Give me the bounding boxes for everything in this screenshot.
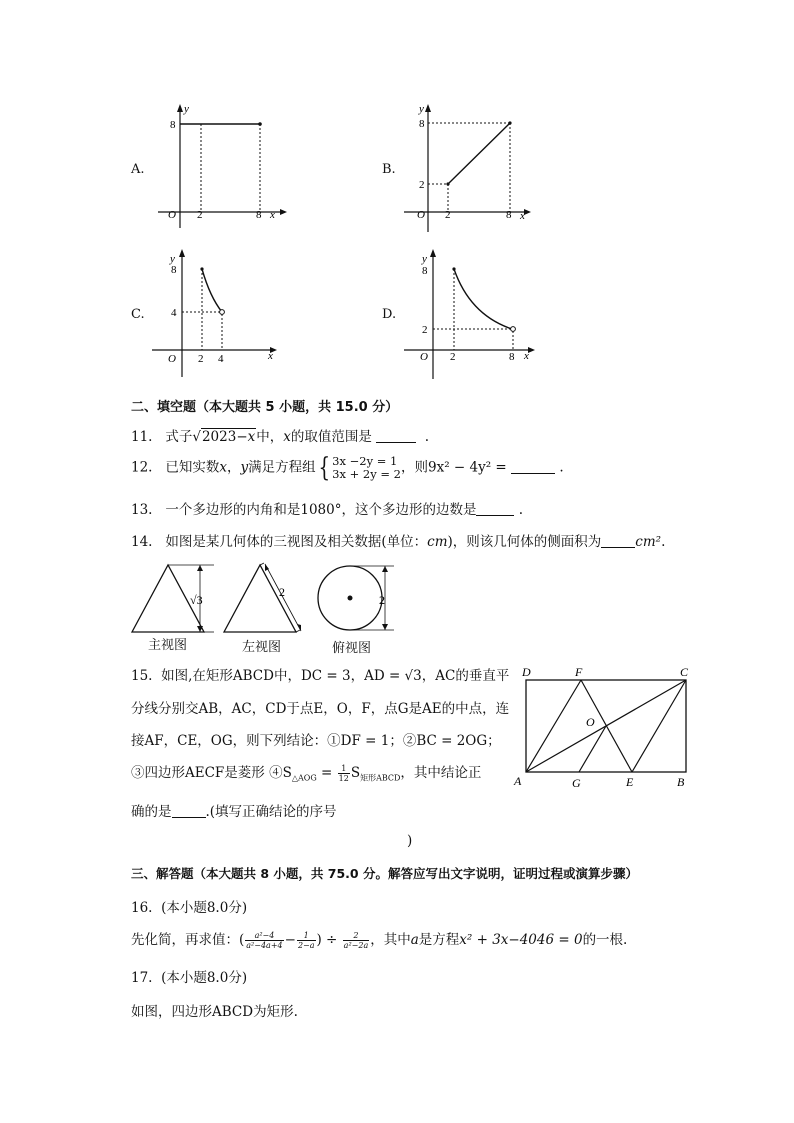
svg-text:8: 8 xyxy=(422,265,428,277)
question-15-line1: 15. 如图,在矩形ABCD中，DC = 3，AD = √3，AC的垂直平 xyxy=(131,668,510,684)
svg-text:y: y xyxy=(170,253,175,265)
question-16-body: 先化简，再求值：( $\frac{\text{a²−4}}{\text{a²−4a+4}}$ − $\frac{1}{2-a}$ ) ÷ $\frac{2}{\text{a²−2a}}$ ，其中a是方程x² + 3x−4046 = 0的一根. xyxy=(131,931,628,950)
svg-text:4: 4 xyxy=(171,307,177,319)
svg-text:2: 2 xyxy=(198,353,204,365)
answer-blank-15[interactable] xyxy=(172,805,206,818)
svg-text:x: x xyxy=(520,210,525,222)
svg-text:C: C xyxy=(680,665,689,679)
question-15-line5: 确的是 .(填写正确结论的序号 xyxy=(131,804,337,820)
question-16-header: 16. (本小题8.0分) xyxy=(131,900,248,916)
svg-text:O: O xyxy=(420,351,428,363)
rectangle-figure xyxy=(512,664,702,794)
svg-text:B: B xyxy=(677,775,685,789)
answer-blank-14[interactable] xyxy=(601,535,635,548)
answer-blank-11[interactable] xyxy=(376,430,416,443)
svg-text:O: O xyxy=(168,353,176,365)
svg-text:8: 8 xyxy=(509,351,515,363)
svg-text:8: 8 xyxy=(506,209,512,221)
question-11: 11. 式子√2023−x中，x的取值范围是 . xyxy=(131,429,430,445)
answer-blank-13[interactable] xyxy=(476,503,514,516)
svg-text:2: 2 xyxy=(422,324,428,336)
question-17-body: 如图，四边形ABCD为矩形. xyxy=(131,1004,298,1020)
svg-text:O: O xyxy=(168,209,176,221)
question-15-line3: 接AF，CE，OG，则下列结论：①DF = 1；②BC = 2OG； xyxy=(131,733,501,749)
graph-a xyxy=(150,100,290,235)
svg-text:G: G xyxy=(572,776,581,790)
option-a-label: A. xyxy=(131,162,145,177)
svg-text:2: 2 xyxy=(197,209,203,221)
svg-text:√3: √3 xyxy=(190,593,203,607)
option-b-label: B. xyxy=(382,162,396,177)
svg-text:x: x xyxy=(524,350,529,362)
front-view-caption: 主视图 xyxy=(148,638,188,653)
left-view-caption: 左视图 xyxy=(242,640,282,655)
svg-text:4: 4 xyxy=(218,353,224,365)
graph-c xyxy=(148,245,288,380)
axis-y-label: y xyxy=(184,103,189,115)
question-15-line2: 分线分别交AB，AC，CD于点E，O，F，点G是AE的中点，连 xyxy=(131,701,510,717)
svg-text:8: 8 xyxy=(171,264,177,276)
option-c-label: C. xyxy=(131,307,145,322)
question-15-line4: ③四边形AECF是菱形 $④S_{\triangle AOG}$ = $\frac{1}{12}$ $S_{矩形ABCD}$，其中结论正 xyxy=(131,764,482,783)
svg-text:8: 8 xyxy=(170,119,176,131)
svg-text:2: 2 xyxy=(445,209,451,221)
svg-text:x: x xyxy=(270,209,275,221)
section2-heading: 二、填空题（本大题共 5 小题，共 15.0 分） xyxy=(131,400,399,415)
question-15-line6: ) xyxy=(407,833,413,849)
question-12: 12. 已知实数x，y满足方程组{ 3x −2y = 1 3x + 2y = 2 ，则9x² − 4y² = . xyxy=(131,453,564,483)
question-14: 14. 如图是某几何体的三视图及相关数据(单位：cm)，则该几何体的侧面积为 cm². xyxy=(131,534,666,550)
top-view-caption: 俯视图 xyxy=(332,641,372,656)
svg-text:x: x xyxy=(268,350,273,362)
option-d-label: D. xyxy=(382,307,397,322)
svg-text:2: 2 xyxy=(419,179,425,191)
answer-blank-12[interactable] xyxy=(511,461,555,474)
svg-text:2: 2 xyxy=(450,351,456,363)
svg-text:8: 8 xyxy=(419,118,425,130)
svg-text:2: 2 xyxy=(279,585,285,599)
question-17-header: 17. (本小题8.0分) xyxy=(131,970,248,986)
svg-text:8: 8 xyxy=(256,209,262,221)
svg-text:O: O xyxy=(586,715,595,729)
svg-text:y: y xyxy=(419,103,424,115)
graph-d xyxy=(400,245,545,380)
svg-text:F: F xyxy=(575,665,583,679)
svg-text:y: y xyxy=(422,253,427,265)
section3-heading: 三、解答题（本大题共 8 小题，共 75.0 分。解答应写出文字说明，证明过程或演算步骤） xyxy=(131,866,638,881)
svg-text:E: E xyxy=(626,775,634,789)
svg-text:D: D xyxy=(522,665,531,679)
svg-text:2: 2 xyxy=(379,593,385,607)
left-view-triangle xyxy=(224,565,296,632)
svg-text:A: A xyxy=(514,774,522,788)
graph-b xyxy=(400,100,540,235)
svg-text:O: O xyxy=(417,209,425,221)
question-13: 13. 一个多边形的内角和是1080°，这个多边形的边数是 . xyxy=(131,502,524,518)
